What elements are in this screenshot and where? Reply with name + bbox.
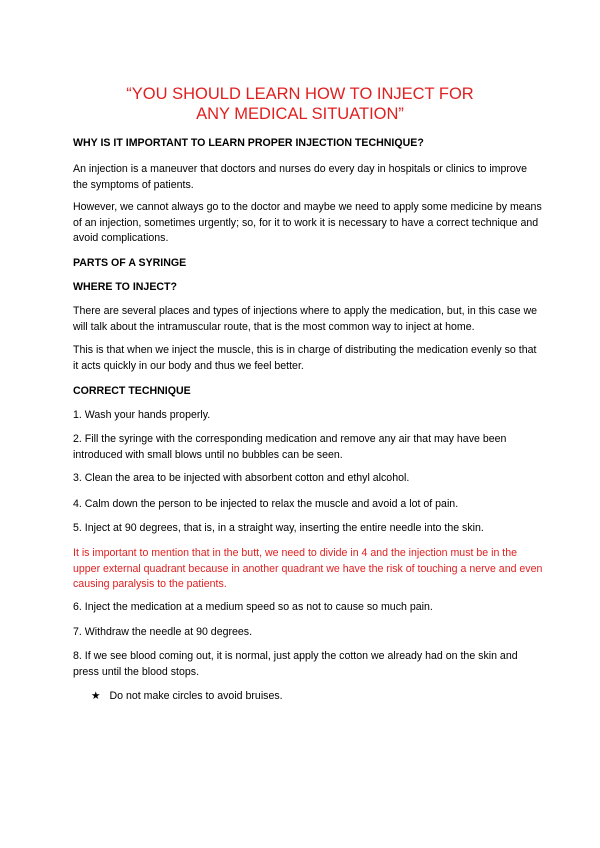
warning-paragraph: It is important to mention that in the butt, we need to divide in 4 and the injection must be in the upper external quadrant because in another quadrant we have the risk of touching a nerve and even causing paralysis to the patients. [73,547,543,590]
where-paragraph-2: This is that when we inject the muscle, this is in charge of distributing the medication evenly so that it acts quickly in our body and thus we feel better. [73,344,537,372]
step-1: 1. Wash your hands properly. [73,409,211,421]
step-6: 6. Inject the medication at a medium speed so as not to cause so much pain. [73,601,433,613]
title-line-2: ANY MEDICAL SITUATION” [196,105,404,123]
title-line-1: “YOU SHOULD LEARN HOW TO INJECT FOR [126,85,474,103]
page-title [0,84,600,124]
step-3: 3. Clean the area to be injected with absorbent cotton and ethyl alcohol. [73,472,410,484]
technique-heading: CORRECT TECHNIQUE [73,385,191,397]
step-7: 7. Withdraw the needle at 90 degrees. [73,626,253,638]
step-8: 8. If we see blood coming out, it is normal, just apply the cotton we already had on the skin and press until the blood stops. [73,650,518,678]
where-paragraph-1: There are several places and types of injections where to apply the medication, but, in this case we will talk about the intramuscular route, that is the most common way to inject at home. [73,305,538,333]
why-paragraph-2: However, we cannot always go to the doctor and maybe we need to apply some medicine by means of an injection, sometimes urgently; so, for it to work it is necessary to have a correct technique and avoid complications. [73,201,542,244]
step-2: 2. Fill the syringe with the corresponding medication and remove any air that may have been introduced with small blows until no bubbles can be seen. [73,433,507,461]
bullet-text: Do not make circles to avoid bruises. [109,690,283,702]
parts-heading: PARTS OF A SYRINGE [73,257,187,269]
why-paragraph-1: An injection is a maneuver that doctors and nurses do every day in hospitals or clinics to improve the symptoms of patients. [73,163,527,191]
where-heading: WHERE TO INJECT? [73,281,177,293]
step-5: 5. Inject at 90 degrees, that is, in a straight way, inserting the entire needle into the skin. [73,522,484,534]
why-heading: WHY IS IT IMPORTANT TO LEARN PROPER INJECTION TECHNIQUE? [73,137,424,149]
bullet-item [91,689,283,705]
star-icon: ★ [91,690,101,702]
step-4: 4. Calm down the person to be injected to relax the muscle and avoid a lot of pain. [73,498,459,510]
